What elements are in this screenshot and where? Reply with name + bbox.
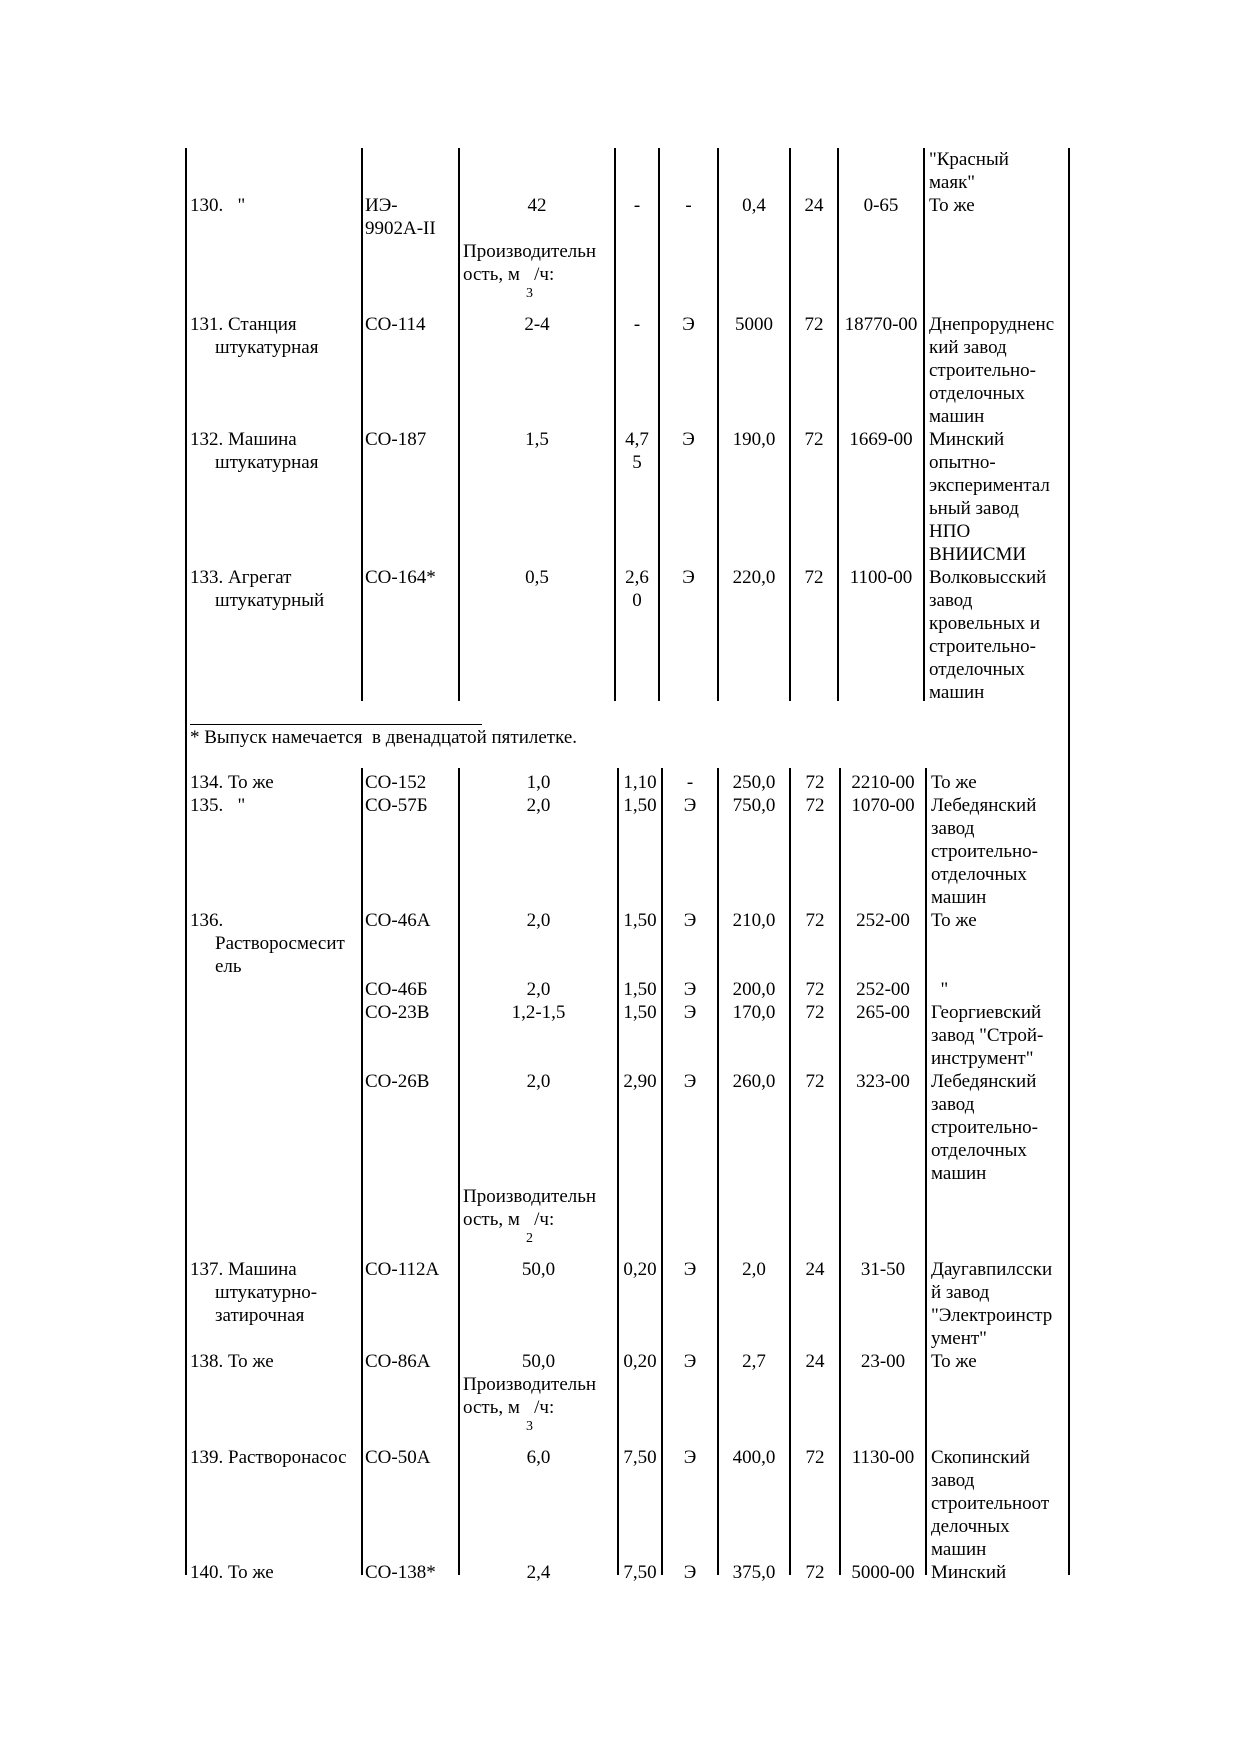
row-131-model: СО-114 <box>365 314 426 335</box>
footnote-text: * Выпуск намечается в двенадцатой пятилетке. <box>190 727 578 748</box>
row-138-name: 138. То же <box>190 1351 274 1372</box>
row-132-maker-line3: экспериментал <box>929 475 1050 496</box>
row-138-capacity: 50,0 <box>521 1351 556 1372</box>
row-137-capacity: 50,0 <box>521 1259 556 1280</box>
row-136d-capacity: 2,0 <box>526 1071 551 1092</box>
row-139-model: СО-50А <box>365 1447 431 1468</box>
row-136-name-line2: Растворосмесит <box>215 933 345 954</box>
row-133-capacity: 0,5 <box>525 567 549 588</box>
row-130-model-line1: ИЭ- <box>365 195 398 216</box>
row-134-maker: То же <box>931 772 977 793</box>
row-135-model: СО-57Б <box>365 795 428 816</box>
row-136a-capacity: 2,0 <box>526 910 551 931</box>
table-rule-right <box>1068 148 1070 1575</box>
row-135-capacity: 2,0 <box>526 795 551 816</box>
prod-label-1-line2: ость, м /ч: <box>463 264 555 285</box>
row-130-capacity: 42 <box>527 195 547 216</box>
row-135-name: 135. " <box>190 795 246 816</box>
row-133-c7: 72 <box>804 567 824 588</box>
row-130-c5: - <box>685 195 692 216</box>
row-136d-maker-line4: отделочных <box>931 1140 1027 1161</box>
row-130-c4: - <box>633 195 641 216</box>
prod-label-3-line1: Производительн <box>463 1374 597 1395</box>
row-137-model: СО-112А <box>365 1259 440 1280</box>
row-130-maker-line3: То же <box>929 195 975 216</box>
row-133-name-line2: штукатурный <box>215 590 325 611</box>
row-131-c8: 18770-00 <box>844 314 918 335</box>
row-137-maker-line2: й завод <box>931 1282 990 1303</box>
row-133-maker-line5: отделочных <box>929 659 1025 680</box>
row-131-name-line1: 131. Станция <box>190 314 297 335</box>
row-130-c6: 0,4 <box>742 195 766 216</box>
row-139-c7: 72 <box>805 1447 825 1468</box>
row-136c-c5: Э <box>683 1002 697 1023</box>
row-136d-c4: 2,90 <box>623 1071 657 1092</box>
row-135-c8: 1070-00 <box>851 795 915 816</box>
row-133-maker-line3: кровельных и <box>929 613 1041 634</box>
row-131-maker-line3: строительно- <box>929 360 1037 381</box>
row-135-c4: 1,50 <box>623 795 657 816</box>
row-131-maker-line5: машин <box>929 406 985 427</box>
row-134-capacity: 1,0 <box>526 772 551 793</box>
row-139-maker-line5: машин <box>931 1539 987 1560</box>
row-134-c6: 250,0 <box>732 772 776 793</box>
row-133-maker-line4: строительно- <box>929 636 1037 657</box>
row-135-c6: 750,0 <box>732 795 776 816</box>
row-139-maker-line1: Скопинский <box>931 1447 1030 1468</box>
row-136a-model: СО-46А <box>365 910 431 931</box>
row-132-c5: Э <box>682 429 695 450</box>
row-140-c4: 7,50 <box>623 1562 657 1583</box>
row-136c-maker-line1: Георгиевский <box>931 1002 1042 1023</box>
row-136c-c8: 265-00 <box>856 1002 910 1023</box>
row-132-maker-line5: НПО <box>929 521 971 542</box>
row-133-c5: Э <box>682 567 695 588</box>
row-140-c5: Э <box>683 1562 697 1583</box>
row-140-name: 140. То же <box>190 1562 274 1583</box>
row-136c-c7: 72 <box>805 1002 825 1023</box>
row-133-c6: 220,0 <box>732 567 776 588</box>
table-rule-col5 <box>658 148 660 701</box>
prod-label-1-superscript: 3 <box>526 286 533 301</box>
row-138-c7: 24 <box>805 1351 825 1372</box>
row-136a-c5: Э <box>683 910 697 931</box>
row-135-c5: Э <box>683 795 697 816</box>
row-136a-maker: То же <box>931 910 977 931</box>
row-136b-maker: " <box>931 979 949 1000</box>
row-137-c8: 31-50 <box>860 1259 906 1280</box>
row-132-model: СО-187 <box>365 429 427 450</box>
row-137-maker-line3: "Электроинстр <box>931 1305 1053 1326</box>
row-135-maker-line2: завод <box>931 818 975 839</box>
row-131-c4: - <box>633 314 641 335</box>
row-140-c8: 5000-00 <box>851 1562 915 1583</box>
row-136b-c6: 200,0 <box>732 979 776 1000</box>
table-rule-col3 <box>458 148 460 701</box>
row-132-maker-line1: Минский <box>929 429 1005 450</box>
row-134-c4: 1,10 <box>623 772 657 793</box>
row-136d-maker-line2: завод <box>931 1094 975 1115</box>
row-136d-c5: Э <box>683 1071 697 1092</box>
table-rule-left-lower <box>185 701 187 1575</box>
row-135-maker-line1: Лебедянский <box>931 795 1037 816</box>
row-137-name-line1: 137. Машина <box>190 1259 297 1280</box>
row-132-capacity: 1,5 <box>525 429 549 450</box>
row-134-c5: - <box>686 772 694 793</box>
row-135-maker-line5: машин <box>931 887 987 908</box>
row-139-name: 139. Растворонасос <box>190 1447 347 1468</box>
row-137-c7: 24 <box>805 1259 825 1280</box>
row-133-maker-line2: завод <box>929 590 973 611</box>
row-137-name-line2: штукатурно- <box>215 1282 318 1303</box>
table-rule-col2 <box>361 148 363 701</box>
row-139-c5: Э <box>683 1447 697 1468</box>
row-136b-c4: 1,50 <box>623 979 657 1000</box>
row-130-name: 130. " <box>190 195 246 216</box>
row-131-maker-line1: Днепрорудненс <box>929 314 1055 335</box>
row-133-maker-line1: Волковысский <box>929 567 1047 588</box>
row-134-c7: 72 <box>805 772 825 793</box>
table-rule-col7 <box>789 148 791 701</box>
row-137-c4: 0,20 <box>623 1259 657 1280</box>
row-137-name-line3: затирочная <box>215 1305 305 1326</box>
row-131-capacity: 2-4 <box>524 314 550 335</box>
prod-label-1-line1: Производительн <box>463 241 597 262</box>
row-131-name-line2: штукатурная <box>215 337 319 358</box>
row-132-name-line2: штукатурная <box>215 452 319 473</box>
row-138-c6: 2,7 <box>742 1351 766 1372</box>
table-rule-col4 <box>614 148 616 701</box>
row-135-c7: 72 <box>805 795 825 816</box>
row-136b-capacity: 2,0 <box>526 979 551 1000</box>
row-136-name-line1: 136. <box>190 910 224 931</box>
prod-label-2-line1: Производительн <box>463 1186 597 1207</box>
row-132-maker-line2: опытно- <box>929 452 996 473</box>
row-132-c4-line2: 5 <box>632 452 642 473</box>
row-138-maker: То же <box>931 1351 977 1372</box>
table-rule-left <box>185 148 187 701</box>
row-136a-c6: 210,0 <box>732 910 776 931</box>
row-140-c6: 375,0 <box>732 1562 776 1583</box>
row-130-c7: 24 <box>804 195 824 216</box>
row-132-maker-line4: ьный завод <box>929 498 1019 519</box>
row-140-c7: 72 <box>805 1562 825 1583</box>
row-140-maker: Минский <box>931 1562 1007 1583</box>
row-136a-c7: 72 <box>805 910 825 931</box>
row-136d-c8: 323-00 <box>856 1071 910 1092</box>
row-136a-c8: 252-00 <box>856 910 910 931</box>
row-137-c5: Э <box>683 1259 697 1280</box>
row-139-c6: 400,0 <box>732 1447 776 1468</box>
row-130-maker-line2: маяк" <box>929 172 976 193</box>
row-132-c4-line1: 4,7 <box>625 429 649 450</box>
row-133-maker-line6: машин <box>929 682 985 703</box>
row-138-c8: 23-00 <box>860 1351 906 1372</box>
row-136c-maker-line3: инструмент" <box>931 1048 1034 1069</box>
row-136b-c8: 252-00 <box>856 979 910 1000</box>
row-139-capacity: 6,0 <box>526 1447 551 1468</box>
row-133-model: СО-164* <box>365 567 436 588</box>
row-137-c6: 2,0 <box>742 1259 766 1280</box>
row-136c-c6: 170,0 <box>732 1002 776 1023</box>
row-132-maker-line6: ВНИИСМИ <box>929 544 1027 565</box>
row-131-c7: 72 <box>804 314 824 335</box>
row-131-c6: 5000 <box>735 314 773 335</box>
row-136d-model: СО-26В <box>365 1071 430 1092</box>
row-136d-maker-line3: строительно- <box>931 1117 1039 1138</box>
row-136d-c7: 72 <box>805 1071 825 1092</box>
row-134-name: 134. То же <box>190 772 274 793</box>
row-136b-model: СО-46Б <box>365 979 428 1000</box>
row-130-maker-line1: "Красный <box>929 149 1009 170</box>
table-rule-col2-lower <box>361 768 363 1575</box>
row-139-maker-line3: строительноот <box>931 1493 1050 1514</box>
prod-label-3-superscript: 3 <box>526 1419 533 1434</box>
row-136c-capacity: 1,2-1,5 <box>511 1002 566 1023</box>
table-rule-col8 <box>837 148 839 701</box>
row-139-c8: 1130-00 <box>851 1447 915 1468</box>
row-136-name-line3: ель <box>215 956 242 977</box>
row-139-maker-line2: завод <box>931 1470 975 1491</box>
row-131-c5: Э <box>682 314 695 335</box>
table-rule-col6 <box>717 148 719 701</box>
row-140-model: СО-138* <box>365 1562 436 1583</box>
table-rule-col9 <box>923 148 925 701</box>
row-136d-maker-line5: машин <box>931 1163 987 1184</box>
row-135-maker-line3: строительно- <box>931 841 1039 862</box>
row-139-c4: 7,50 <box>623 1447 657 1468</box>
prod-label-3-line2: ость, м /ч: <box>463 1397 555 1418</box>
row-132-c6: 190,0 <box>732 429 776 450</box>
row-133-c4-line1: 2,6 <box>625 567 649 588</box>
row-133-name-line1: 133. Агрегат <box>190 567 292 588</box>
row-134-model: СО-152 <box>365 772 427 793</box>
row-131-maker-line4: отделочных <box>929 383 1025 404</box>
row-139-maker-line4: делочных <box>931 1516 1010 1537</box>
row-140-capacity: 2,4 <box>526 1562 551 1583</box>
row-138-model: СО-86А <box>365 1351 431 1372</box>
row-136c-model: СО-23В <box>365 1002 430 1023</box>
footnote-separator <box>190 724 482 725</box>
row-133-c4-line2: 0 <box>632 590 642 611</box>
row-130-model-line2: 9902А-II <box>365 218 436 239</box>
row-130-c8: 0-65 <box>863 195 899 216</box>
row-136a-c4: 1,50 <box>623 910 657 931</box>
row-137-maker-line1: Даугавпилсски <box>931 1259 1053 1280</box>
row-138-c5: Э <box>683 1351 697 1372</box>
row-132-c7: 72 <box>804 429 824 450</box>
row-135-maker-line4: отделочных <box>931 864 1027 885</box>
row-132-name-line1: 132. Машина <box>190 429 297 450</box>
row-136c-maker-line2: завод "Строй- <box>931 1025 1044 1046</box>
row-133-c8: 1100-00 <box>849 567 913 588</box>
row-134-c8: 2210-00 <box>851 772 915 793</box>
row-136c-c4: 1,50 <box>623 1002 657 1023</box>
row-136d-c6: 260,0 <box>732 1071 776 1092</box>
row-136b-c5: Э <box>683 979 697 1000</box>
row-132-c8: 1669-00 <box>849 429 913 450</box>
table-rule-col9-lower <box>925 768 927 1575</box>
row-137-maker-line4: умент" <box>931 1328 987 1349</box>
row-138-c4: 0,20 <box>623 1351 657 1372</box>
prod-label-2-line2: ость, м /ч: <box>463 1209 555 1230</box>
row-136b-c7: 72 <box>805 979 825 1000</box>
row-131-maker-line2: кий завод <box>929 337 1007 358</box>
row-136d-maker-line1: Лебедянский <box>931 1071 1037 1092</box>
prod-label-2-superscript: 2 <box>526 1231 533 1246</box>
